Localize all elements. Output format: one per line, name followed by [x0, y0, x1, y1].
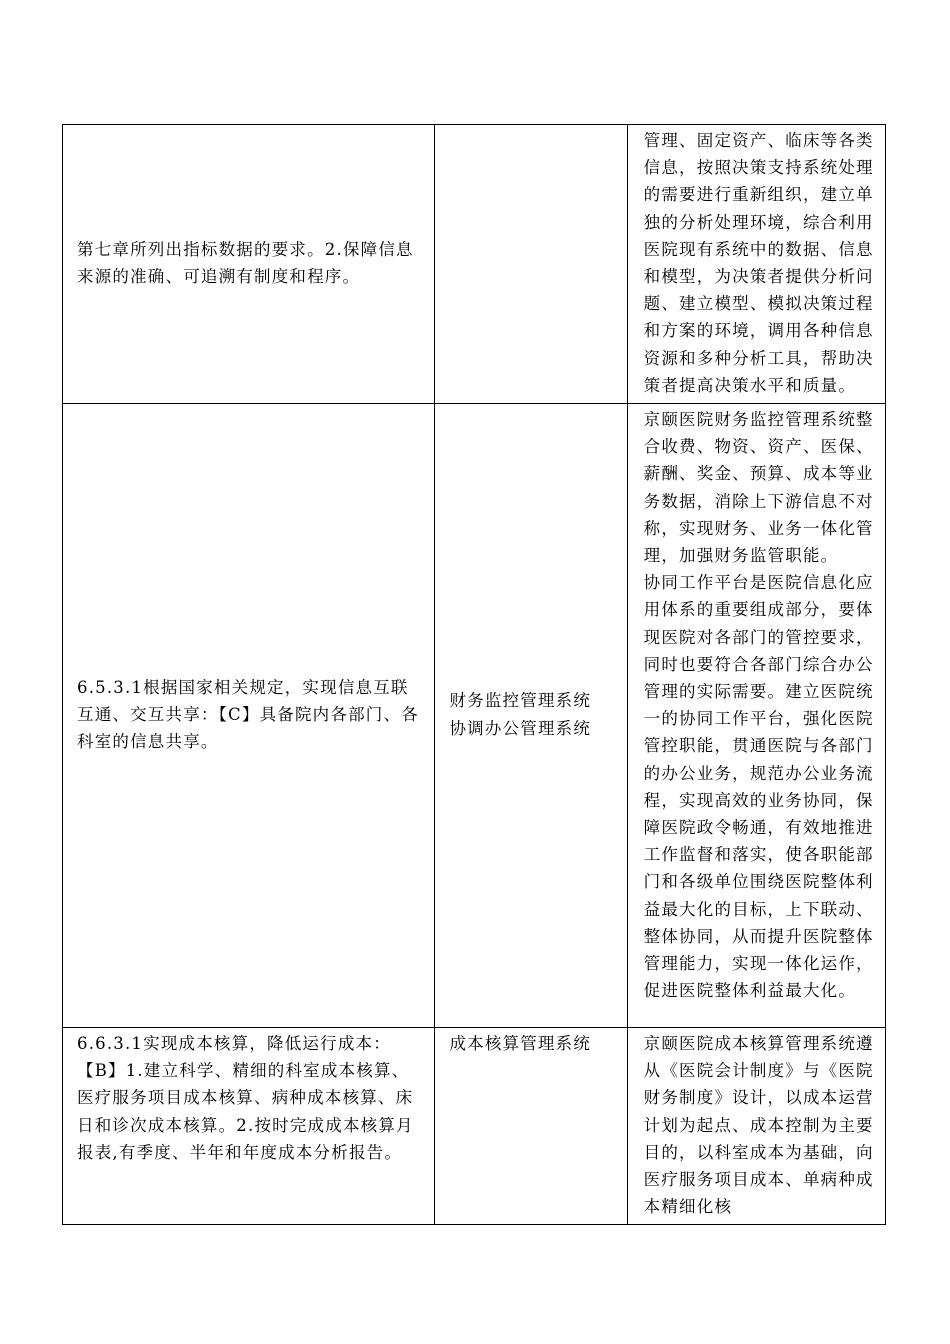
- requirement-text: 6.5.3.1根据国家相关规定，实现信息互联互通、交互共享：【C】具备院内各部门、各科室的信息共享。: [77, 677, 419, 752]
- system-name: 成本核算管理系统: [449, 1034, 592, 1054]
- requirement-cell: [63, 404, 435, 1028]
- description-paragraph: 协同工作平台是医院信息化应用体系的重要组成部分，要体现医院对各部门的管控要求，同时也要符合各部门综合办公管理的实际需要。建立医院统一的协同工作平台，强化医院管控职能，贯通医院与各部门的办公业务，规范办公业务流程，实现高效的业务协同，保障医院政令畅通，有效地推进工作监督和落实，使各职能部门和各级单位围绕医院整体利益最大化的目标，上下联动、整体协同，从而提升医院整体管理能力，实现一体化运作，促进医院整体利益最大化。: [643, 573, 874, 1001]
- table-row: [63, 404, 886, 1028]
- description-cell: [627, 1028, 885, 1225]
- description-paragraph: 京颐医院财务监控管理系统整合收费、物资、资产、医保、薪酬、奖金、预算、成本等业务数据，消除上下游信息不对称，实现财务、业务一体化管理，加强财务监管职能。: [643, 410, 874, 566]
- description-paragraph: 管理、固定资产、临床等各类信息，按照决策支持系统处理的需要进行重新组织，建立单独的分析处理环境，综合利用医院现有系统中的数据、信息和模型，为决策者提供分析问题、建立模型、模拟决策过程和方案的环境，调用各种信息资源和多种分析工具，帮助决策者提高决策水平和质量。: [643, 131, 874, 395]
- requirement-text: 6.6.3.1实现成本核算，降低运行成本：【B】1.建立科学、精细的科室成本核算、医疗服务项目成本核算、病种成本核算、床日和诊次成本核算。2.按时完成成本核算月报表,有季度、半年和年度成本分析报告。: [77, 1034, 414, 1162]
- description-cell: [627, 125, 885, 404]
- description-cell: [627, 404, 885, 1028]
- requirements-table: [62, 124, 886, 1225]
- description-paragraph: 京颐医院成本核算管理系统遵从《医院会计制度》与《医院财务制度》设计，以成本运营计划为起点、成本控制为主要目的，以科室成本为基础，向医疗服务项目成本、单病种成本精细化核: [643, 1034, 874, 1217]
- system-name: 财务监控管理系统: [449, 691, 592, 711]
- table-row: [63, 125, 886, 404]
- table-row: [63, 1028, 886, 1225]
- system-cell: [435, 125, 627, 404]
- system-name: 协调办公管理系统: [449, 718, 592, 738]
- system-cell: [435, 404, 627, 1028]
- requirement-cell: [63, 125, 435, 404]
- requirement-cell: [63, 1028, 435, 1225]
- requirement-text: 第七章所列出指标数据的要求。2.保障信息来源的准确、可追溯有制度和程序。: [77, 239, 414, 287]
- system-cell: [435, 1028, 627, 1225]
